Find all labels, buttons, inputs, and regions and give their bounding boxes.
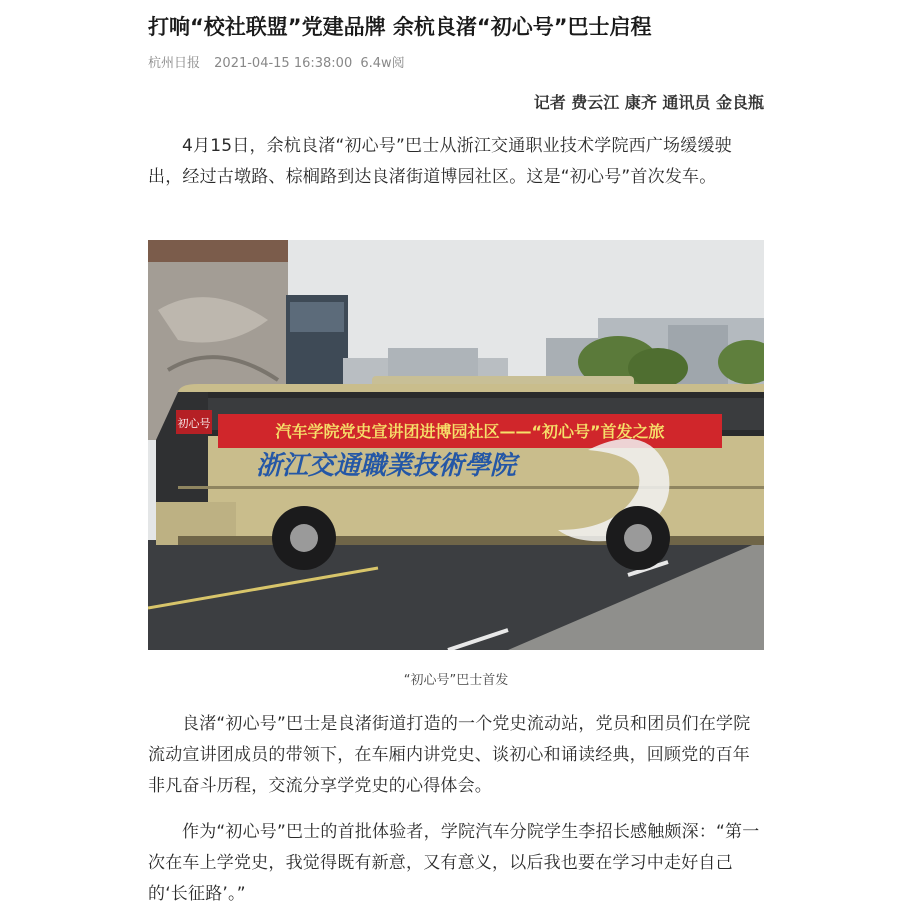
- paragraph-3: 作为“初心号”巴士的首批体验者，学院汽车分院学生李招长感触颇深：“第一次在车上学党史，我觉得既有新意，又有意义，以后我也要在学习中走好自己的‘长征路’。”: [148, 822, 760, 904]
- bus: [156, 376, 764, 570]
- photo-caption: “初心号”巴士首发: [403, 673, 509, 688]
- article-photo: [148, 240, 764, 650]
- bus-photo: [148, 240, 764, 650]
- bus-lettering: 浙江交通職業技術學院: [256, 451, 517, 481]
- bus-banner-text: 汽车学院党史宣讲团进博园社区——“初心号”首发之旅: [275, 422, 665, 441]
- article-views: 6.4w阅: [360, 56, 405, 71]
- paragraph-1: 4月15日，余杭良渚“初心号”巴士从浙江交通职业技术学院西广场缓缓驶出，经过古墩路、棕榈路到达良渚街道博园社区。这是“初心号”首次发车。: [148, 136, 732, 187]
- article-byline: 记者 费云江 康齐 通讯员 金良瓶: [533, 93, 764, 112]
- article-datetime: 2021-04-15 16:38:00: [214, 56, 353, 71]
- bus-front-sign-text: 初心号: [177, 417, 211, 430]
- paragraph-2: 良渚“初心号”巴士是良渚街道打造的一个党史流动站，党员和团员们在学院流动宣讲团成员的带领下，在车厢内讲党史、谈初心和诵读经典，回顾党的百年非凡奋斗历程，交流分享学党史的心得体会。: [148, 714, 751, 796]
- article-meta: [148, 54, 415, 74]
- article-source[interactable]: 杭州日报: [148, 56, 201, 71]
- article-title: 打响“校社联盟”党建品牌 余杭良渚“初心号”巴士启程: [148, 15, 652, 39]
